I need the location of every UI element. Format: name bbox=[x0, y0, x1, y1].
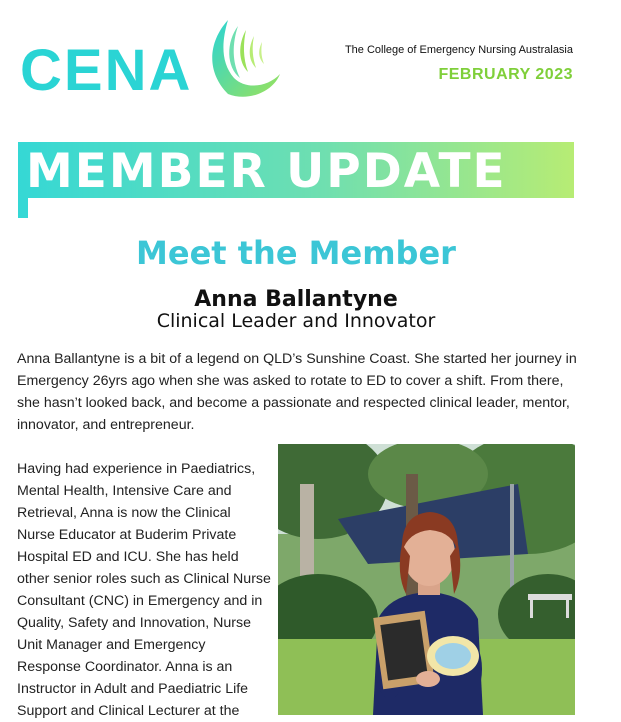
section-title: Meet the Member bbox=[136, 234, 456, 272]
member-update-banner bbox=[18, 142, 574, 218]
member-role: Clinical Leader and Innovator bbox=[156, 310, 436, 332]
organisation-name: The College of Emergency Nursing Australasia bbox=[344, 44, 573, 56]
member-name: Anna Ballantyne bbox=[194, 287, 398, 312]
banner-title: MEMBER UPDATE bbox=[26, 144, 507, 199]
member-portrait-photo bbox=[278, 444, 575, 715]
newsletter-header bbox=[0, 0, 621, 120]
issue-date: FEBRUARY 2023 bbox=[438, 66, 573, 83]
portrait-illustration bbox=[278, 444, 575, 715]
logo-wordmark: CENA bbox=[20, 38, 193, 103]
cena-logo bbox=[20, 12, 280, 102]
bio-paragraph: Having had experience in Paediatrics, Mental Health, Intensive Care and Retrieval, Anna is now the Clinical Nurse Educator at Buderim Private Hospital ED and ICU. She has held other senior roles such as Clinical Nurse Consultant (CNC) in Emergency and in Quality, Safety and Innovation, Nurse Unit Manager and Emergency Response Coordinator. Anna is an Instructor in Adult and Paediatric Life Support and Clinical Lecturer at the bbox=[17, 461, 271, 719]
intro-paragraph: Anna Ballantyne is a bit of a legend on QLD’s Sunshine Coast. She started her journey in Emergency 26yrs ago when she was asked to rotate to ED to cover a shift. From there, she hasn’t looked back, and become a passionate and respected clinical leader, mentor, innovator, and entrepreneur. bbox=[17, 351, 577, 433]
cena-swoosh-icon bbox=[188, 12, 288, 102]
